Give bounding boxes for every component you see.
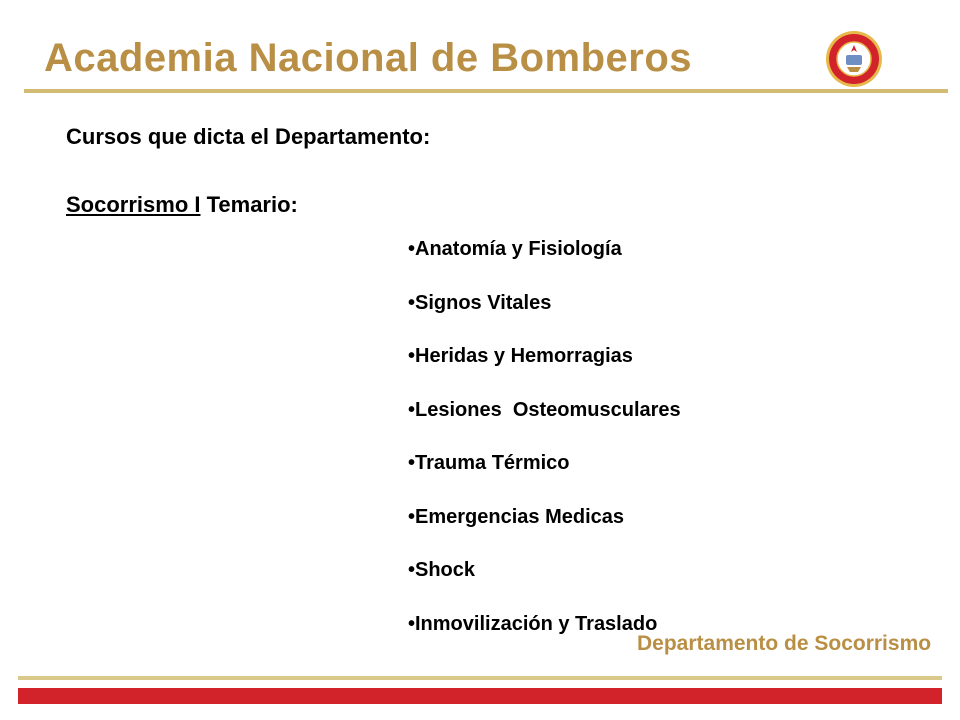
header-divider bbox=[24, 89, 948, 93]
footer-bar bbox=[18, 688, 942, 704]
footer-divider bbox=[18, 676, 942, 680]
list-item: •Signos Vitales bbox=[408, 291, 552, 314]
page-title: Academia Nacional de Bomberos bbox=[44, 36, 693, 80]
list-item: •Lesiones Osteomusculares bbox=[408, 398, 681, 421]
course-name: Socorrismo I bbox=[66, 192, 201, 217]
list-item: •Anatomía y Fisiología bbox=[408, 238, 622, 260]
list-item: •Emergencias Medicas bbox=[408, 505, 624, 528]
topic-list bbox=[408, 234, 681, 662]
list-item: •Inmovilización y Traslado bbox=[408, 612, 658, 635]
syllabus-label: Temario: bbox=[200, 192, 298, 217]
syllabus-heading bbox=[66, 192, 298, 218]
fire-academy-seal-icon bbox=[825, 30, 883, 88]
list-item: •Shock bbox=[408, 559, 476, 581]
list-item: •Trauma Térmico bbox=[408, 452, 570, 474]
list-item: •Heridas y Hemorragias bbox=[408, 345, 633, 367]
courses-heading: Cursos que dicta el Departamento: bbox=[66, 124, 431, 149]
department-label: Departamento de Socorrismo bbox=[637, 632, 932, 655]
